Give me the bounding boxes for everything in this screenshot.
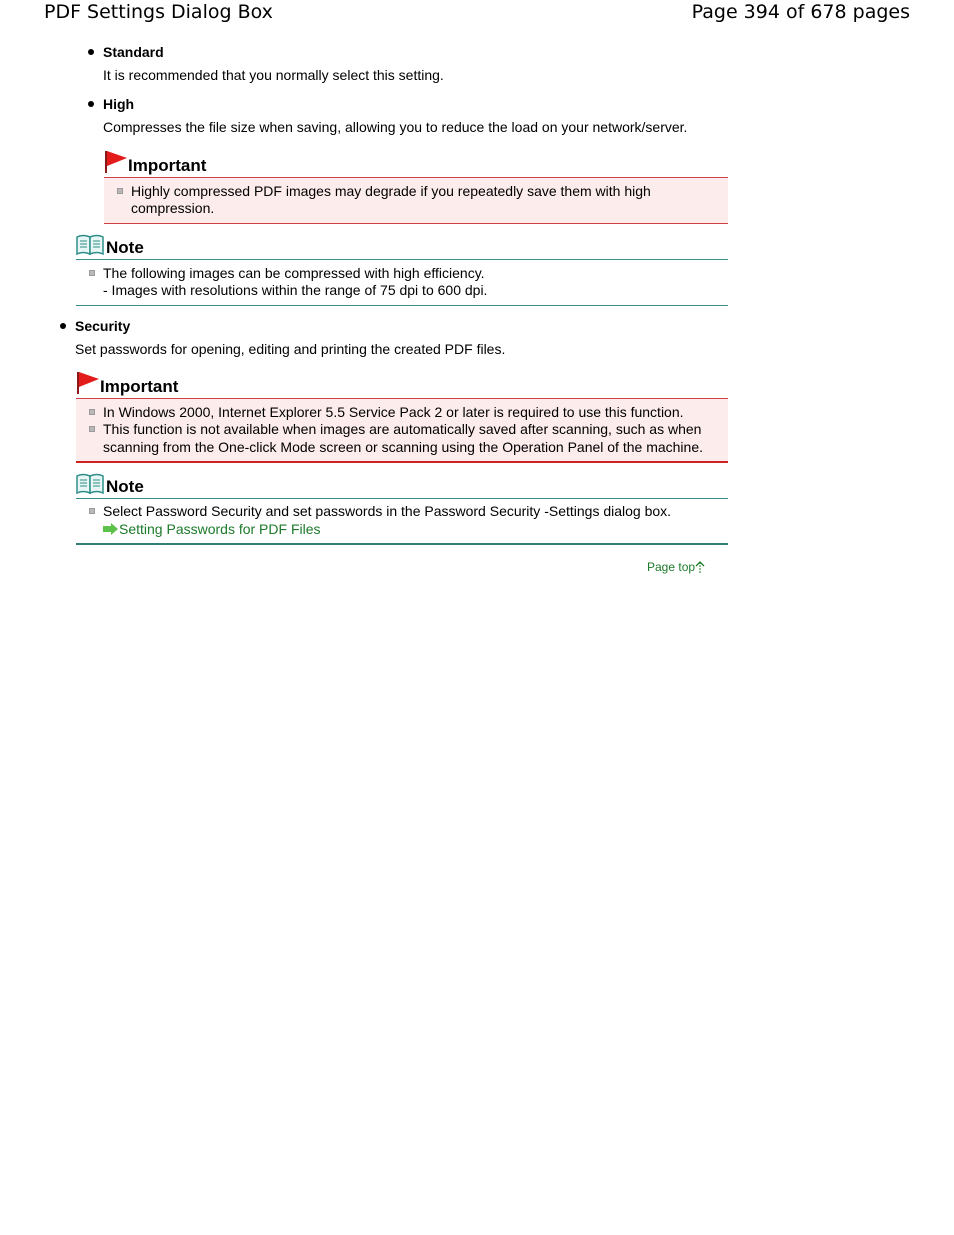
high-description: Compresses the file size when saving, allowing you to reduce the load on your network/server. xyxy=(103,119,688,135)
note-item: Select Password Security and set passwords in the Password Security -Settings dialog box. xyxy=(103,503,672,519)
up-arrow-icon xyxy=(695,560,705,574)
square-bullet-icon xyxy=(117,188,123,194)
note-heading: Note xyxy=(106,238,144,257)
square-bullet-icon xyxy=(89,426,95,432)
open-book-icon xyxy=(76,473,104,495)
bullet-dot-icon xyxy=(88,49,94,55)
square-bullet-icon xyxy=(89,508,95,514)
security-description: Set passwords for opening, editing and printing the created PDF files. xyxy=(75,341,506,357)
setting-passwords-link[interactable]: Setting Passwords for PDF Files xyxy=(119,521,321,537)
standard-title: Standard xyxy=(103,44,164,60)
page-number: Page 394 of 678 pages xyxy=(691,1,910,23)
important-item: Highly compressed PDF images may degrade if you repeatedly save them with high xyxy=(131,183,651,199)
important-item-continuation: scanning from the One-click Mode screen or scanning using the Operation Panel of the machine. xyxy=(103,439,703,455)
note-item: The following images can be compressed with high efficiency. xyxy=(103,265,485,281)
note-item-continuation: - Images with resolutions within the range of 75 dpi to 600 dpi. xyxy=(103,282,488,298)
open-book-icon xyxy=(76,234,104,256)
bullet-dot-icon xyxy=(60,323,66,329)
important-item: In Windows 2000, Internet Explorer 5.5 Service Pack 2 or later is required to use this function. xyxy=(103,404,684,420)
security-title: Security xyxy=(75,318,131,334)
square-bullet-icon xyxy=(89,409,95,415)
important-item: This function is not available when images are automatically saved after scanning, such as when xyxy=(103,421,702,437)
green-arrow-icon xyxy=(103,523,118,535)
page-top-link[interactable] xyxy=(647,560,705,574)
important-heading: Important xyxy=(100,377,179,396)
red-flag-icon xyxy=(104,150,128,174)
square-bullet-icon xyxy=(89,270,95,276)
red-flag-icon xyxy=(76,371,100,395)
page-header-title: PDF Settings Dialog Box xyxy=(44,1,273,23)
important-heading: Important xyxy=(128,156,207,175)
standard-description: It is recommended that you normally select this setting. xyxy=(103,67,444,83)
page-top-label: Page top xyxy=(647,560,696,574)
high-title: High xyxy=(103,96,135,112)
note-heading: Note xyxy=(106,477,144,496)
important-item-continuation: compression. xyxy=(131,200,215,216)
bullet-dot-icon xyxy=(88,101,94,107)
